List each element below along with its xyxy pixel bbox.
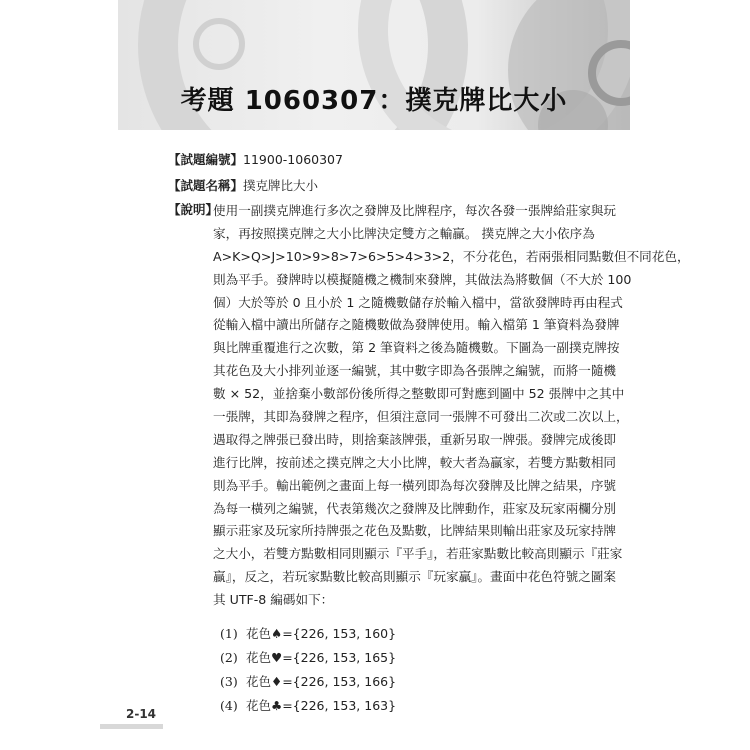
- description-label: 【說明】: [168, 202, 219, 217]
- description-line: 遇取得之牌張已發出時，則捨棄該牌張，重新另取一牌張。發牌完成後即: [213, 431, 616, 447]
- description-line: 從輸入檔中讀出所儲存之隨機數做為發牌使用。輸入檔第 1 筆資料為發牌: [213, 317, 620, 333]
- decorative-circle: [193, 18, 245, 70]
- suit-code-item: [220, 622, 396, 646]
- page-number: 2-14: [126, 707, 157, 721]
- description-line: 進行比牌，按前述之撲克牌之大小比牌，較大者為贏家，若雙方點數相同: [213, 454, 616, 470]
- chapter-banner: [118, 0, 630, 130]
- description-label-wrap: [168, 200, 218, 218]
- description-paragraph: [213, 200, 690, 612]
- page-number-bar: [100, 724, 163, 729]
- description-line: 其 UTF-8 編碼如下：: [213, 592, 334, 608]
- suit-code-number: (1): [220, 626, 238, 642]
- suit-code-text: 花色♥={226, 153, 165}: [246, 650, 397, 666]
- description-line: 贏』，反之，若玩家點數比較高則顯示『玩家贏』。畫面中花色符號之圖案: [213, 569, 616, 585]
- description-line: 其花色及大小排列並逐一編號，其中數字即為各張牌之編號，而將一隨機: [213, 363, 616, 379]
- description-line: 為每一橫列之編號，代表第幾次之發牌及比牌動作，莊家及玩家兩欄分別: [213, 500, 616, 516]
- description-line: 個）大於等於 0 且小於 1 之隨機數儲存於輸入檔中，當欲發牌時再由程式: [213, 294, 623, 310]
- description-line: 數 × 52，並捨棄小數部份後所得之整數即可對應到圖中 52 張牌中之其中: [213, 386, 625, 402]
- exam-id-field: [168, 150, 343, 168]
- suit-code-list: [220, 622, 396, 718]
- description-line: 則為平手。輸出範例之畫面上每一橫列即為每次發牌及比牌之結果，序號: [213, 477, 616, 493]
- suit-code-text: 花色♠={226, 153, 160}: [246, 626, 397, 642]
- description-line: 則為平手。發牌時以模擬隨機之機制來發牌，其做法為將數個（不大於 100: [213, 271, 632, 287]
- description-line: A>K>Q>J>10>9>8>7>6>5>4>3>2，不分花色，若兩張相同點數但不同花色，: [213, 248, 690, 264]
- exam-name-field: [168, 176, 318, 194]
- description-line: 一張牌，其即為發牌之程序，但須注意同一張牌不可發出二次或二次以上，: [213, 409, 629, 425]
- suit-code-text: 花色♣={226, 153, 163}: [246, 698, 397, 714]
- suit-code-item: [220, 646, 396, 670]
- suit-code-item: [220, 694, 396, 718]
- suit-code-item: [220, 670, 396, 694]
- description-line: 使用一副撲克牌進行多次之發牌及比牌程序，每次各發一張牌給莊家與玩: [213, 203, 616, 218]
- exam-name-label: 【試題名稱】: [168, 178, 244, 193]
- exam-name-value: 撲克牌比大小: [243, 178, 319, 193]
- exam-id-label: 【試題編號】: [168, 152, 244, 167]
- description-line: 顯示莊家及玩家所持牌張之花色及點數，比牌結果則輸出莊家及玩家持牌: [213, 523, 616, 539]
- description-line: 與比牌重覆進行之次數，第 2 筆資料之後為隨機數。下圖為一副撲克牌按: [213, 340, 620, 356]
- suit-code-number: (2): [220, 650, 238, 666]
- description-line: 家，再按照撲克牌之大小比牌決定雙方之輸贏。 撲克牌之大小依序為: [213, 225, 595, 241]
- page-title: 考題 1060307：撲克牌比大小: [180, 86, 568, 116]
- exam-id-value: 11900-1060307: [243, 152, 343, 167]
- description-line: 之大小，若雙方點數相同則顯示『平手』，若莊家點數比較高則顯示『莊家: [213, 546, 623, 562]
- suit-code-number: (4): [220, 698, 238, 714]
- suit-code-number: (3): [220, 674, 238, 690]
- suit-code-text: 花色♦={226, 153, 166}: [246, 674, 397, 690]
